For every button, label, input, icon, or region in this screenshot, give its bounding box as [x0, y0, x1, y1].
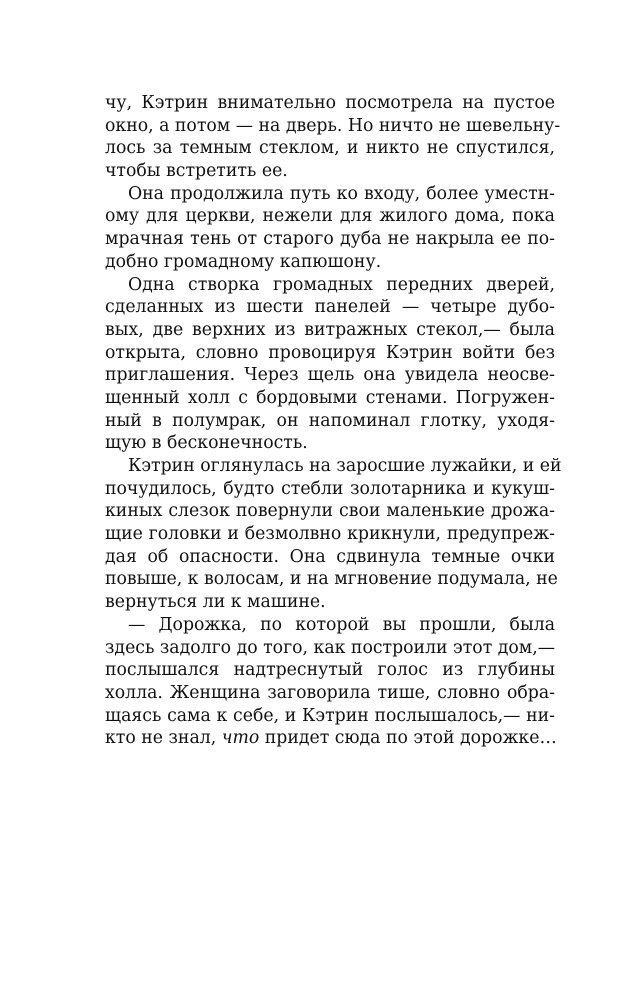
text-line: Одна створка громадных передних дверей, — [128, 274, 555, 295]
text-line: вернуться ли к машине. — [105, 592, 326, 613]
paragraph-4 — [105, 455, 562, 614]
text-line: почудилось, будто стебли золотарника и кукуш- — [105, 478, 555, 499]
text-line: — Дорожка, по которой вы прошли, была — [128, 614, 555, 635]
text-line: послышался надтреснутый голос из глубины — [105, 660, 555, 681]
text-line: вых, две верхних из витражных стекол,— была — [105, 319, 555, 340]
text-line: сделанных из шести панелей — четыре дубо- — [105, 297, 555, 318]
text-line: ный в полумрак, он напоминал глотку, уходя- — [105, 410, 555, 431]
text-line: ому для церкви, нежели для жилого дома, пока — [105, 206, 555, 227]
text-line: Кэтрин оглянулась на заросшие лужайки, и ей — [128, 456, 562, 476]
text-line: щую в бесконечность. — [105, 433, 308, 454]
text-line: дая об опасности. Она сдвинула темные очки — [105, 546, 555, 567]
text-line: чу, Кэтрин внимательно посмотрела на пустое — [105, 93, 555, 113]
paragraph-1 — [105, 92, 561, 183]
text-line: киных слезок повернули свои маленькие дрожа- — [105, 501, 555, 522]
text-line: мрачная тень от старого дуба не накрыла ее по- — [105, 229, 555, 250]
text-line: окно, а потом — на дверь. Но ничто не шевельну- — [105, 115, 561, 136]
text-line-final — [105, 727, 555, 750]
paragraph-3 — [105, 274, 555, 456]
text-line: щенный холл с бордовыми стенами. Погружен- — [105, 387, 555, 408]
text-line: лось за темным стеклом, и никто не спустился, — [105, 138, 555, 159]
text-line: щаясь сама к себе, и Кэтрин послышалось,— ни- — [105, 705, 555, 726]
book-page-text — [105, 92, 562, 750]
text-line: приглашения. Через щель она увидела неосве- — [105, 365, 555, 386]
emphasized-word: что — [221, 728, 260, 749]
text-line: чтобы встретить ее. — [105, 161, 288, 182]
final-line-before: кто не знал, — [105, 728, 222, 749]
text-line: Она продолжила путь ко входу, более уместн- — [128, 183, 555, 204]
paragraph-2 — [105, 183, 555, 274]
text-line: добно громадному капюшону. — [105, 251, 382, 272]
text-line: щие головки и безмолвно крикнули, предупреж- — [105, 524, 555, 545]
text-line: открыта, словно провоцируя Кэтрин войти без — [105, 342, 555, 363]
text-line: здесь задолго до того, как построили этот дом,— — [105, 637, 556, 658]
text-line: повыше, к волосам, и на мгновение подумала, не — [105, 569, 558, 590]
final-line-after: придет сюда по этой дорожке… — [259, 728, 557, 749]
paragraph-5 — [105, 614, 555, 750]
text-line: холла. Женщина заговорила тише, словно обра- — [105, 682, 555, 703]
